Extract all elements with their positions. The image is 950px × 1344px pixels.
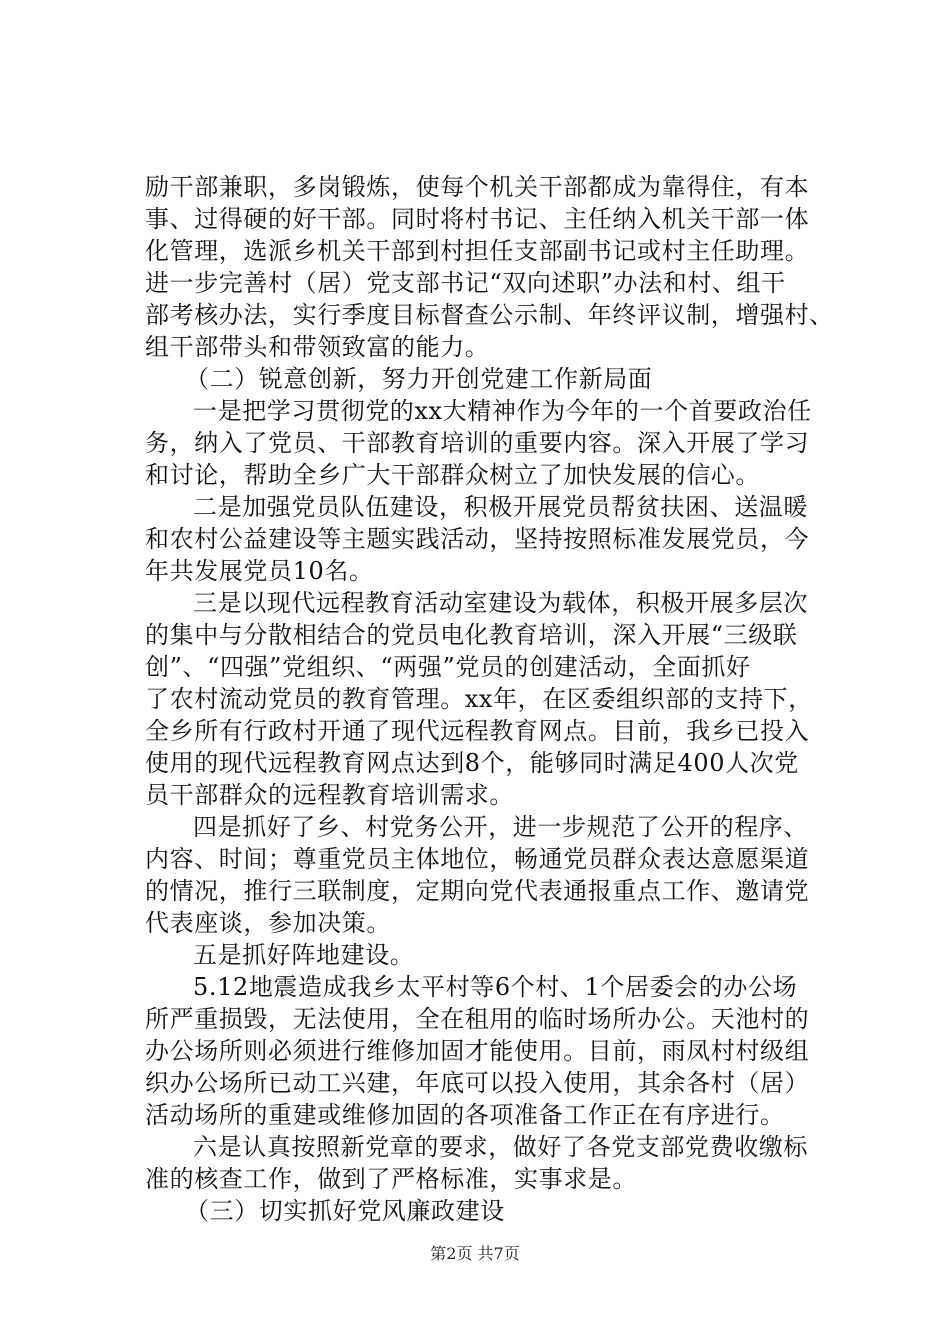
document-body: [145, 171, 857, 1227]
text-line: 准的核查工作，做到了严格标准，实事求是。: [145, 1165, 637, 1193]
section-heading: （三）切实抓好党风廉政建设: [185, 1197, 505, 1225]
text-line: 代表座谈，参加决策。: [145, 909, 391, 937]
paragraph-start: 六是认真按照新党章的要求，做好了各党支部党费收缴标: [193, 1133, 808, 1161]
paragraph-start: 5.12地震造成我乡太平村等6个村、1个居委会的办公场: [193, 973, 798, 1001]
text-line: 事、过得硬的好干部。同时将村书记、主任纳入机关干部一体: [145, 205, 810, 233]
text-line: 所严重损毁，无法使用，全在租用的临时场所办公。天池村的: [145, 1005, 810, 1033]
text-line: 创”、“四强”党组织、“两强”党员的创建活动，全面抓好: [145, 653, 751, 681]
text-line: 的情况，推行三联制度，定期向党代表通报重点工作、邀请党: [145, 877, 810, 905]
text-line: 办公场所则必须进行维修加固才能使用。目前，雨凤村村级组: [145, 1037, 810, 1065]
text-line: 员干部群众的远程教育培训需求。: [145, 781, 514, 809]
text-line: 织办公场所已动工兴建，年底可以投入使用，其余各村（居）: [145, 1069, 810, 1097]
paragraph-start: 五是抓好阵地建设。: [193, 941, 415, 969]
paragraph-start: 四是抓好了乡、村党务公开，进一步规范了公开的程序、: [193, 813, 808, 841]
text-line: 了农村流动党员的教育管理。xx年，在区委组织部的支持下，: [145, 685, 813, 713]
paragraph-start: 一是把学习贯彻党的xx大精神作为今年的一个首要政治任: [193, 397, 812, 425]
text-line: 使用的现代远程教育网点达到8个，能够同时满足400人次党: [145, 749, 799, 777]
page-number-footer: 第2页 共7页: [430, 1244, 520, 1263]
text-line: 年共发展党员10名。: [145, 557, 374, 585]
text-line: 和讨论，帮助全乡广大干部群众树立了加快发展的信心。: [145, 461, 760, 489]
text-line: 励干部兼职，多岗锻炼，使每个机关干部都成为靠得住，有本: [145, 173, 810, 201]
text-line: 的集中与分散相结合的党员电化教育培训，深入开展“三级联: [145, 621, 798, 649]
text-line: 活动场所的重建或维修加固的各项准备工作正在有序进行。: [145, 1101, 785, 1129]
paragraph-start: 二是加强党员队伍建设，积极开展党员帮贫扶困、送温暖: [193, 493, 808, 521]
text-line: 全乡所有行政村开通了现代远程教育网点。目前，我乡已投入: [145, 717, 810, 745]
text-line: 和农村公益建设等主题实践活动，坚持按照标准发展党员，今: [145, 525, 810, 553]
text-line: 部考核办法，实行季度目标督查公示制、年终评议制，增强村、: [145, 301, 834, 329]
text-line: 化管理，选派乡机关干部到村担任支部副书记或村主任助理。: [145, 237, 810, 265]
paragraph-start: 三是以现代远程教育活动室建设为载体，积极开展多层次: [193, 589, 808, 617]
text-line: 务，纳入了党员、干部教育培训的重要内容。深入开展了学习: [145, 429, 810, 457]
text-line: 组干部带头和带领致富的能力。: [145, 333, 490, 361]
section-heading: （二）锐意创新，努力开创党建工作新局面: [185, 365, 653, 393]
text-line: 内容、时间；尊重党员主体地位，畅通党员群众表达意愿渠道: [145, 845, 810, 873]
text-line: 进一步完善村（居）党支部书记“双向述职”办法和村、组干: [145, 269, 786, 297]
